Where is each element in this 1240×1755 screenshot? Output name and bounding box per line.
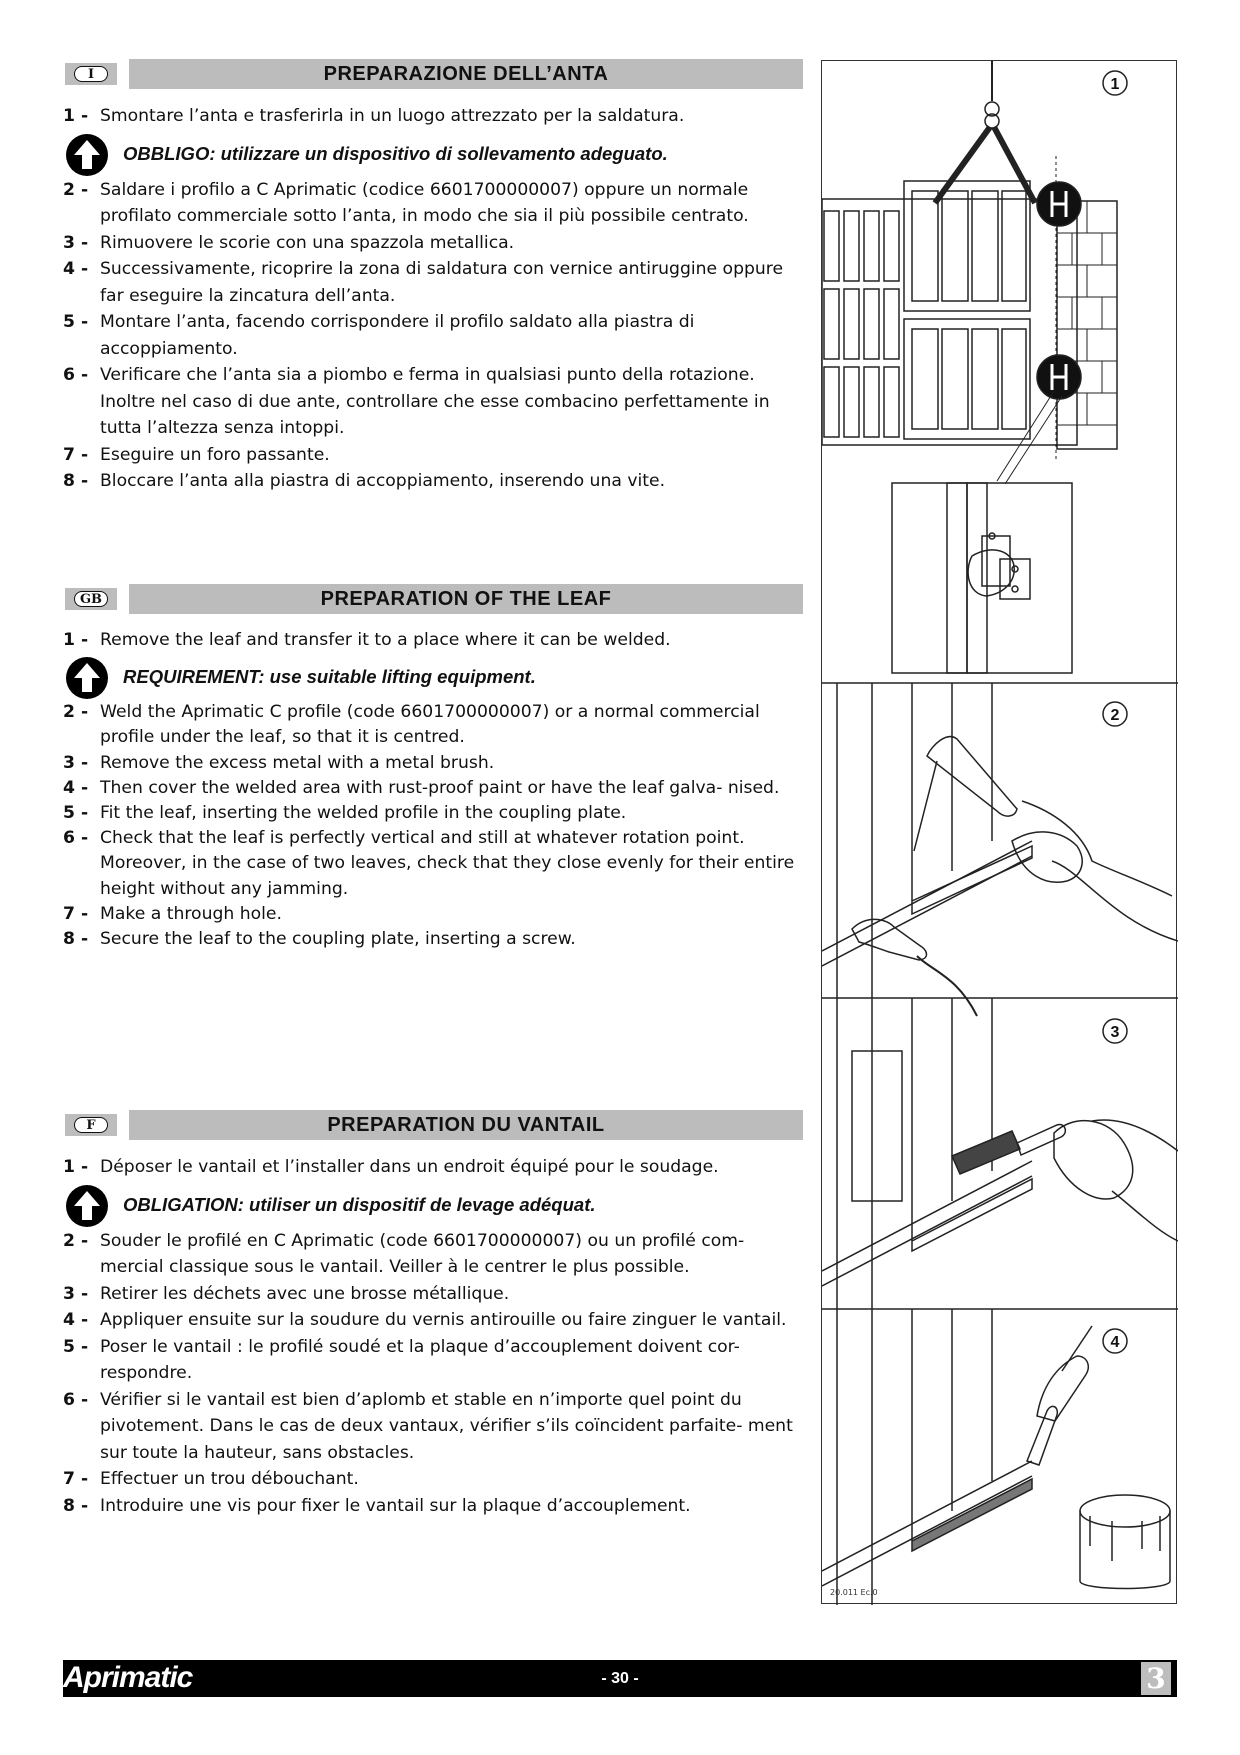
step-item: 6 - Vérifier si le vantail est bien d’aplomb et stable en n’importe quel point du pivotement. Dans le cas de deux vantaux, vérifier s’ils coïncident parfaite- ment sur toute la hauteur, sans obstacles. bbox=[63, 1389, 793, 1463]
figure-2-welding bbox=[822, 683, 1178, 1016]
step-item: 1 - Remove the leaf and transfer it to a place where it can be welded. bbox=[63, 630, 671, 650]
steps-list bbox=[63, 103, 803, 495]
step-item: 1 - Déposer le vantail et l’installer dans un endroit équipé pour le soudage. bbox=[63, 1157, 719, 1177]
figure-3-brushing bbox=[822, 998, 1178, 1309]
step-item: 3 - Rimuovere le scorie con una spazzola metallica. bbox=[63, 232, 515, 253]
chapter-badge: 3 bbox=[1141, 1662, 1171, 1695]
arrow-up-icon bbox=[65, 1184, 109, 1228]
figures-panel bbox=[821, 60, 1177, 1604]
figure-1-lifting bbox=[822, 61, 1127, 673]
step-item: 7 - Effectuer un trou débouchant. bbox=[63, 1469, 359, 1489]
section-title: PREPARAZIONE DELL’ANTA bbox=[129, 59, 803, 89]
step-item: 6 - Verificare che l’anta sia a piombo e ferma in qualsiasi punto della rotazione. Inoltre nel caso di due ante, controllare che esse combacino perfettamente in tutta l’altezza senza intoppi. bbox=[63, 365, 770, 438]
section-header bbox=[63, 1110, 803, 1140]
page-number: - 30 - bbox=[601, 1670, 639, 1687]
section-title: PREPARATION DU VANTAIL bbox=[129, 1110, 803, 1140]
step-item: 3 - Remove the excess metal with a metal brush. bbox=[63, 752, 495, 773]
warning-note: OBLIGATION: utiliser un dispositif de levage adéquat. bbox=[63, 1186, 803, 1222]
section-header bbox=[63, 584, 803, 614]
figure-label-4: 4 bbox=[1110, 1334, 1120, 1351]
step-item: 6 - Check that the leaf is perfectly vertical and still at whatever rotation point. Moreover, in the case of two leaves, check that they close evenly for their entire height without any jamming. bbox=[63, 828, 795, 899]
step-item: 5 - Montare l’anta, facendo corrispondere il profilo saldato alla piastra di accoppiamento. bbox=[63, 312, 695, 359]
section-french bbox=[63, 1110, 803, 1519]
section-english bbox=[63, 584, 803, 952]
step-item: 8 - Introduire une vis pour fixer le vantail sur la plaque d’accouplement. bbox=[63, 1495, 691, 1516]
section-italian bbox=[63, 59, 803, 495]
step-item: 4 - Then cover the welded area with rust-proof paint or have the leaf galva- nised. bbox=[63, 777, 780, 798]
arrow-up-icon bbox=[65, 133, 109, 177]
language-badge: GB bbox=[65, 588, 117, 610]
step-item: 5 - Poser le vantail : le profilé soudé et la plaque d’accouplement doivent cor- respondre. bbox=[63, 1336, 740, 1383]
figure-label-3: 3 bbox=[1110, 1024, 1120, 1041]
step-item: 5 - Fit the leaf, inserting the welded profile in the coupling plate. bbox=[63, 803, 627, 824]
step-item: 3 - Retirer les déchets avec une brosse métallique. bbox=[63, 1283, 510, 1304]
step-item: 2 - Saldare i profilo a C Aprimatic (codice 6601700000007) oppure un normale profilato commerciale sotto l’anta, in modo che sia il più possibile centrato. bbox=[63, 179, 749, 226]
step-item: 1 - Smontare l’anta e trasferirla in un luogo attrezzato per la saldatura. bbox=[63, 106, 685, 126]
step-item: 4 - Appliquer ensuite sur la soudure du vernis antirouille ou faire zinguer le vantail. bbox=[63, 1310, 787, 1330]
language-badge: F bbox=[65, 1114, 117, 1136]
step-item: 7 - Make a through hole. bbox=[63, 903, 282, 924]
warning-note: REQUIREMENT: use suitable lifting equipment. bbox=[63, 658, 803, 694]
steps-list bbox=[63, 628, 803, 952]
step-item: 8 - Secure the leaf to the coupling plate, inserting a screw. bbox=[63, 929, 576, 950]
figure-label-1: 1 bbox=[1110, 76, 1120, 93]
language-badge: I bbox=[65, 63, 117, 85]
step-item: 2 - Weld the Aprimatic C profile (code 6601700000007) or a normal commercial profile under the leaf, so that it is centred. bbox=[63, 702, 760, 748]
step-item: 2 - Souder le profilé en C Aprimatic (code 6601700000007) ou un profilé com- mercial classique sous le vantail. Veiller à le centrer le plus possible. bbox=[63, 1230, 745, 1277]
brand-logo: Aprimatic bbox=[63, 1661, 193, 1694]
warning-note: OBBLIGO: utilizzare un dispositivo di sollevamento adeguato. bbox=[63, 135, 803, 171]
arrow-up-icon bbox=[65, 656, 109, 700]
figure-label-2: 2 bbox=[1110, 707, 1120, 724]
step-item: 4 - Successivamente, ricoprire la zona di saldatura con vernice antiruggine oppure far eseguire la zincatura dell’anta. bbox=[63, 259, 784, 306]
section-title: PREPARATION OF THE LEAF bbox=[129, 584, 803, 614]
step-item: 7 - Eseguire un foro passante. bbox=[63, 444, 330, 465]
step-item: 8 - Bloccare l’anta alla piastra di accoppiamento, inserendo una vite. bbox=[63, 471, 666, 491]
section-header bbox=[63, 59, 803, 89]
figure-code: 20.011 Ec.0 bbox=[830, 1588, 878, 1597]
figure-4-painting bbox=[822, 1309, 1170, 1605]
figures-illustration bbox=[822, 61, 1178, 1605]
steps-list bbox=[63, 1154, 803, 1519]
page-footer bbox=[63, 1660, 1177, 1697]
